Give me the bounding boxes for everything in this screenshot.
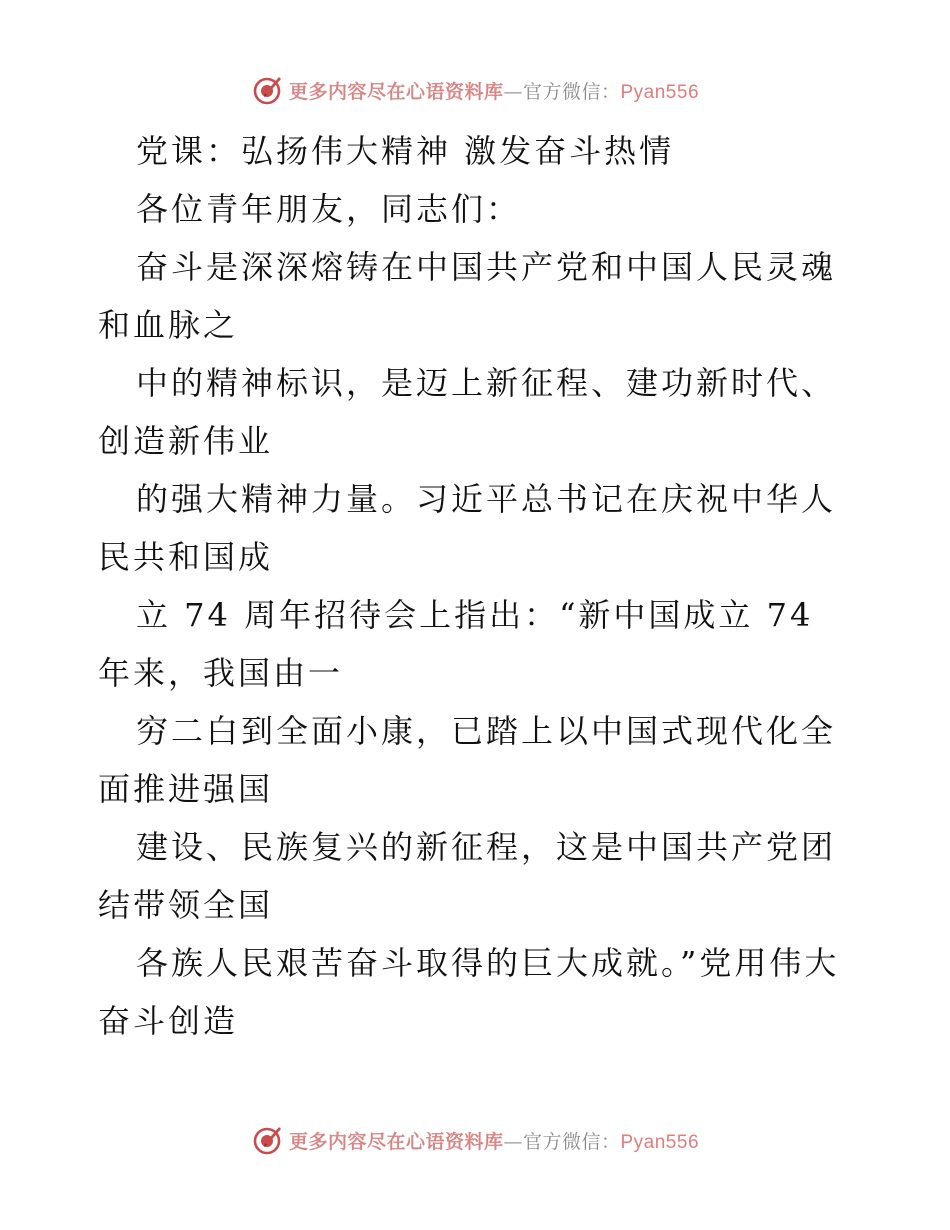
header-text (289, 77, 699, 104)
footer-wechat-label: 官方微信： (522, 1130, 621, 1153)
pen-logo-icon (251, 1124, 283, 1156)
header-banner (0, 70, 950, 110)
paragraph: 奋斗是深深熔铸在中国共产党和中国人民灵魂和血脉之 (98, 248, 837, 344)
paragraph: 的强大精神力量。习近平总书记在庆祝中华人民共和国成 (98, 480, 837, 576)
header-wechat-label: 官方微信： (522, 80, 621, 103)
footer-text (289, 1127, 699, 1154)
paragraph: 各族人民艰苦奋斗取得的巨大成就。”党用伟大奋斗创造 (98, 944, 840, 1040)
paragraph: 建设、民族复兴的新征程，这是中国共产党团结带领全国 (98, 828, 837, 924)
footer-slogan: 更多内容尽在心语资料库 (288, 1130, 504, 1153)
salutation: 各位青年朋友，同志们： (136, 190, 522, 228)
paragraph: 中的精神标识，是迈上新征程、建功新时代、创造新伟业 (98, 364, 837, 460)
footer-banner (0, 1120, 950, 1160)
paragraph: 立 74 周年招待会上指出：“新中国成立 74 年来，我国由一 (98, 596, 814, 692)
footer-dash: — (503, 1130, 523, 1153)
header-wechat-id: Pyan556 (620, 81, 700, 103)
footer-wechat-id: Pyan556 (620, 1131, 700, 1153)
header-slogan: 更多内容尽在心语资料库 (288, 80, 504, 103)
document-body (98, 122, 858, 1050)
document-title: 党课：弘扬伟大精神 激发奋斗热情 (136, 132, 675, 170)
header-dash: — (503, 80, 523, 103)
pen-logo-icon (251, 74, 283, 106)
paragraph: 穷二白到全面小康，已踏上以中国式现代化全面推进强国 (98, 712, 837, 808)
